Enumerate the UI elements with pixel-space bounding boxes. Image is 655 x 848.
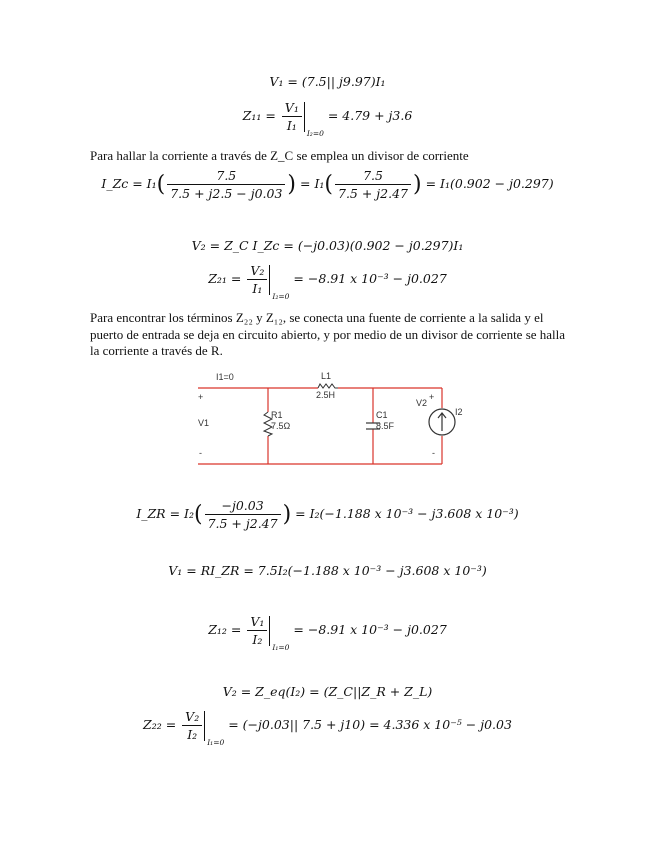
eval-bar (269, 265, 270, 295)
circuit-diagram (190, 368, 463, 470)
v1-label: V1 (198, 418, 210, 428)
l1-name: L1 (321, 371, 332, 381)
equation-z21 (0, 263, 655, 301)
equation-izc: I_Zc = I₁( $\frac{7.5}{7.5 + j2.5 - j0.03}$ ) = I₁( $\frac{7.5}{7.5 + j2.47}$ ) = I₁(0.902 − j0.297) (101, 168, 554, 201)
izr-numerator: −j0.03 (205, 498, 281, 515)
z21-numerator: V₂ (247, 263, 267, 280)
i2-label: I2 (455, 407, 463, 417)
z21-lhs: Z₂₁ = (208, 271, 242, 286)
izc-rhs: = I₁(0.902 − j0.297) (425, 176, 554, 191)
izc-lhs: I_Zc = I₁ (101, 176, 157, 191)
equation-z22 (0, 709, 655, 747)
izc-fraction-1 (167, 168, 285, 201)
z22-denominator: I₂ (187, 727, 198, 742)
equation-v2-zeq (0, 684, 655, 699)
izc-denominator-2: 7.5 + j2.47 (338, 186, 409, 201)
equation-v1-parallel (0, 74, 655, 89)
z22-numerator: V₂ (182, 709, 202, 726)
izr-rhs: = I₂(−1.188 x 10⁻³ − j3.608 x 10⁻³) (295, 506, 519, 521)
z11-lhs: Z₁₁ = (242, 108, 276, 123)
v2-minus: - (432, 448, 435, 458)
inductor-symbol (318, 384, 338, 388)
r1-name: R1 (271, 410, 283, 420)
equation-text: V₂ = Z_C I_Zc = (−j0.03)(0.902 − j0.297)I₁ (191, 238, 464, 253)
izc-numerator-2: 7.5 (335, 168, 411, 185)
eval-bar (204, 711, 205, 741)
minus-left: - (199, 448, 202, 458)
c1-name: C1 (376, 410, 388, 420)
z12-lhs: Z₁₂ = (208, 622, 242, 637)
eval-bar (304, 102, 305, 132)
z11-rhs: = 4.79 + j3.6 (327, 108, 413, 123)
z22-condition: I₁=0 (207, 738, 225, 747)
equation-izr: I_ZR = I₂( $\frac{-j0.03}{7.5 + j2.47}$ ) = I₂(−1.188 x 10⁻³ − j3.608 x 10⁻³) (136, 498, 519, 531)
izc-numerator-1: 7.5 (167, 168, 285, 185)
equation-v1-rizr (0, 563, 655, 578)
i1-label: I1=0 (216, 372, 234, 382)
z21-fraction (247, 263, 267, 296)
z12-numerator: V₁ (247, 614, 267, 631)
z12-rhs: = −8.91 x 10⁻³ − j0.027 (293, 622, 447, 637)
izr-denominator: 7.5 + j2.47 (207, 516, 278, 531)
z12-condition: I₁=0 (272, 643, 290, 652)
z22-rhs: = (−j0.03|| 7.5 + j10) = 4.336 x 10⁻⁵ − j0.03 (228, 717, 512, 732)
l1-value: 2.5H (316, 390, 336, 400)
z21-condition: I₂=0 (272, 292, 290, 301)
z22-lhs: Z₂₂ = (143, 717, 177, 732)
z11-condition: I₂=0 (306, 129, 324, 138)
plus-left: + (198, 392, 204, 402)
equation-z12 (0, 614, 655, 652)
z22-fraction (182, 709, 202, 742)
izc-fraction-2 (335, 168, 411, 201)
z21-rhs: = −8.91 x 10⁻³ − j0.027 (293, 271, 447, 286)
equation-text: V₁ = RI_ZR = 7.5I₂(−1.188 x 10⁻³ − j3.608 x 10⁻³) (168, 563, 487, 578)
c1-value: 8.5F (376, 421, 395, 431)
z11-denominator: I₁ (286, 118, 297, 133)
equation-z11 (0, 100, 655, 138)
izr-fraction (205, 498, 281, 531)
equation-text: V₁ = (7.5|| j9.97)I₁ (269, 74, 386, 89)
izr-lhs: I_ZR = I₂ (136, 506, 194, 521)
z12-fraction (247, 614, 267, 647)
v2-label: V2 (416, 398, 428, 408)
paragraph-z22-z12: Para encontrar los términos Z₂₂ y Z₁₂, se conecta una fuente de corriente a la salida y el puerto de entrada se deja en circuito abierto, y por medio de un divisor de corriente se halla la corriente a través de R. (90, 310, 566, 358)
equation-text: V₂ = Z_eq(I₂) = (Z_C||Z_R + Z_L) (222, 684, 433, 699)
r1-value: 7.5Ω (271, 421, 291, 431)
eval-bar (269, 616, 270, 646)
izc-denominator-1: 7.5 + j2.5 − j0.03 (170, 186, 283, 201)
izc-mid: = I₁ (300, 176, 325, 191)
paragraph-current-divider: Para hallar la corriente a través de Z_C se emplea un divisor de corriente (90, 148, 469, 163)
z11-numerator: V₁ (282, 100, 302, 117)
equation-v2-zc (0, 238, 655, 253)
v2-plus: + (429, 392, 435, 402)
z12-denominator: I₂ (252, 632, 263, 647)
z21-denominator: I₁ (252, 281, 263, 296)
z11-fraction (282, 100, 302, 133)
